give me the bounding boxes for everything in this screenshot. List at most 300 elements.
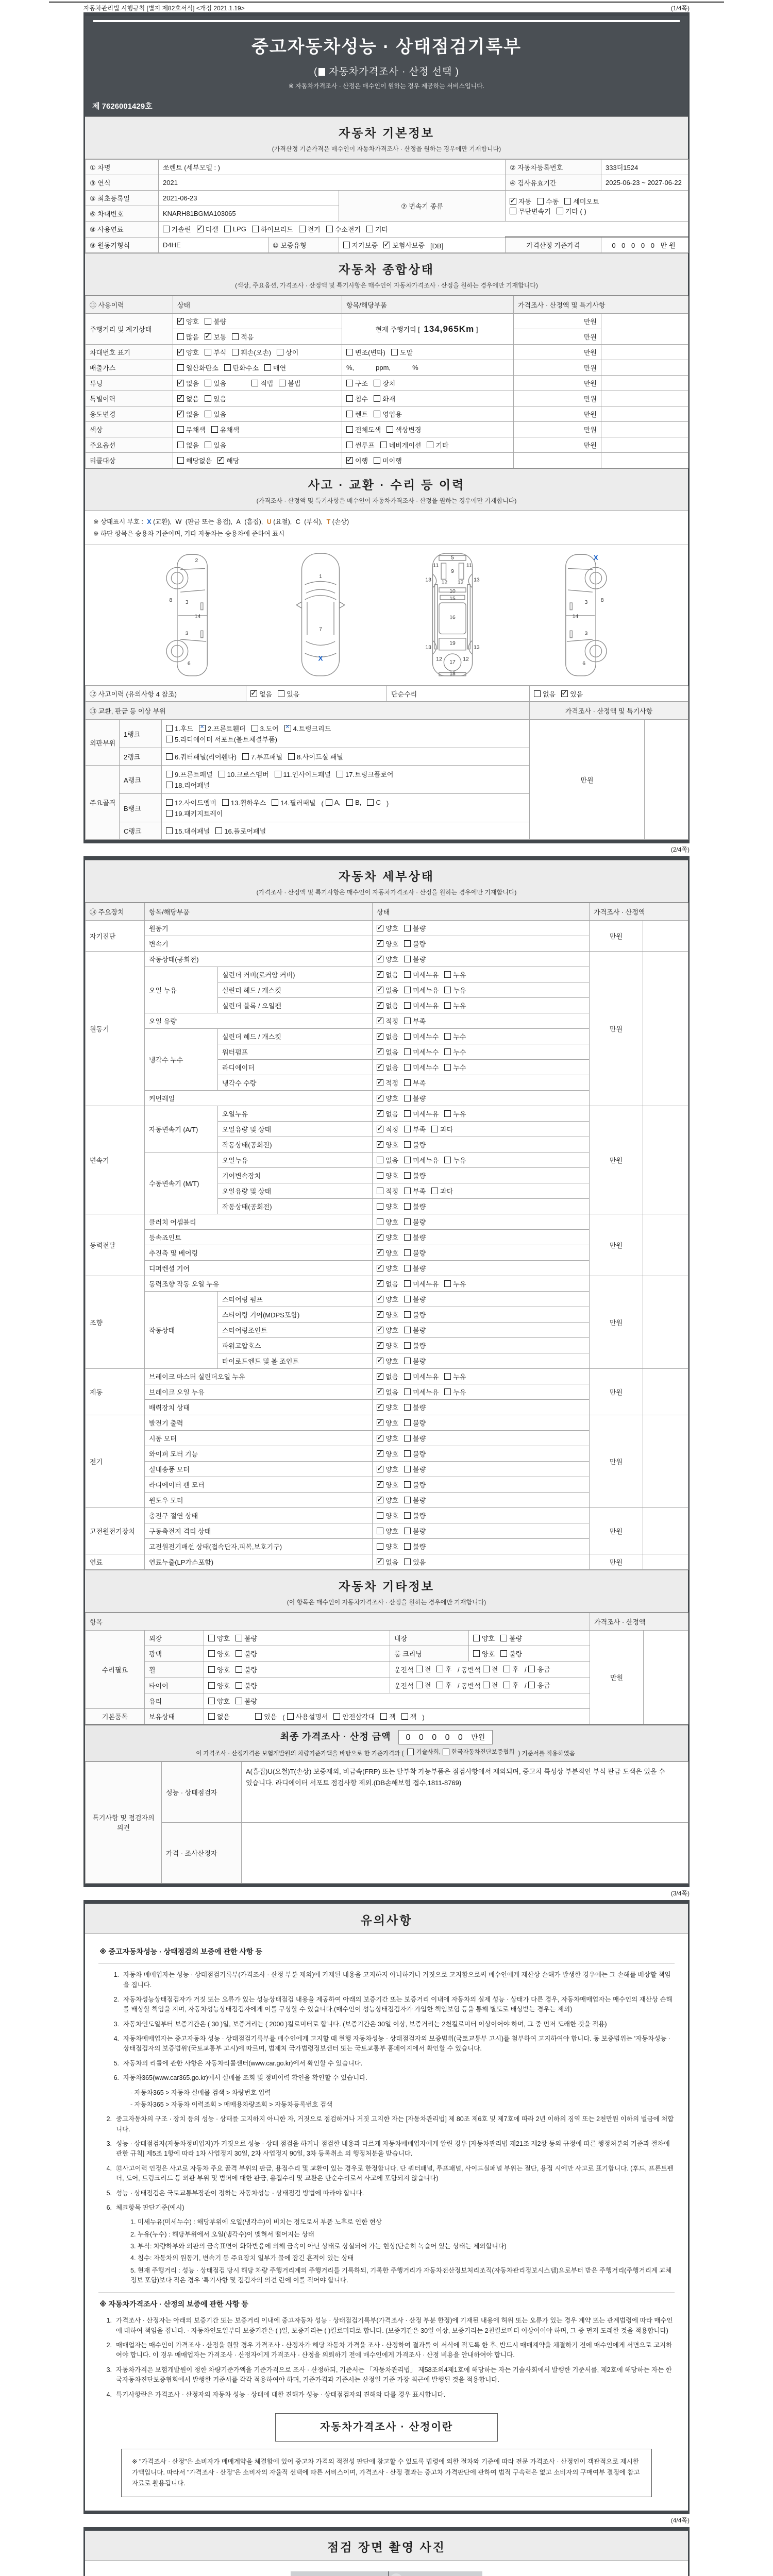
text-fragment: (부식), xyxy=(302,518,325,526)
checkbox-option[interactable] xyxy=(242,752,282,761)
checkbox-option[interactable] xyxy=(528,1664,550,1674)
checkbox-option[interactable] xyxy=(177,409,199,419)
fuel-type-options xyxy=(159,222,688,238)
checkbox-option[interactable] xyxy=(404,1310,426,1319)
checkbox-option[interactable] xyxy=(250,689,272,699)
checkbox-option[interactable] xyxy=(444,1031,466,1041)
checkbox-option[interactable] xyxy=(377,1062,398,1072)
checkbox-option[interactable] xyxy=(205,378,226,388)
checkbox-option[interactable] xyxy=(208,1696,230,1706)
checkbox-option[interactable] xyxy=(377,1155,398,1165)
checkbox-label: 불량 xyxy=(213,318,227,326)
checkbox-option[interactable] xyxy=(377,970,398,979)
checkbox-option[interactable] xyxy=(346,347,385,357)
checkbox-option[interactable] xyxy=(208,1681,230,1690)
checkbox-option[interactable] xyxy=(377,1140,398,1149)
checkbox-label: 가솔린 xyxy=(172,226,191,233)
checkbox-option[interactable] xyxy=(367,799,380,806)
rank-row xyxy=(86,720,688,748)
checkbox-option[interactable] xyxy=(208,1711,230,1721)
checkbox-option[interactable] xyxy=(252,224,293,234)
checkbox-option[interactable] xyxy=(163,224,191,234)
checkbox-option[interactable] xyxy=(377,1248,398,1258)
checkbox-option[interactable] xyxy=(236,1665,257,1674)
checkbox-option[interactable] xyxy=(391,347,413,357)
notice-subitem: - 자동차365 > 자동차 실매물 검색 > 차량번호 입력 xyxy=(130,2089,271,2096)
checkbox-option[interactable] xyxy=(177,425,206,434)
checkbox-option[interactable] xyxy=(404,1047,439,1057)
checkbox-option[interactable] xyxy=(205,332,226,342)
checkbox-option[interactable] xyxy=(374,409,402,419)
checkbox-option[interactable] xyxy=(444,1371,466,1381)
checkbox-option[interactable] xyxy=(208,1665,230,1674)
checkbox-option[interactable] xyxy=(377,1263,398,1273)
checkbox-option[interactable] xyxy=(500,1649,522,1658)
checkbox-option[interactable] xyxy=(377,1232,398,1242)
checkbox-option[interactable] xyxy=(224,225,246,233)
checkbox-option[interactable] xyxy=(377,1387,398,1397)
status-cell xyxy=(173,376,342,391)
checked-checkbox-icon xyxy=(377,1265,383,1272)
checkbox-option[interactable] xyxy=(377,985,398,995)
diagram-part-number: 16 xyxy=(449,615,456,621)
checkbox-label: 6.쿼터패널(리어휀다) xyxy=(175,753,237,761)
checkbox-option[interactable] xyxy=(236,1681,257,1690)
checkbox-option[interactable] xyxy=(404,1341,426,1350)
checkbox-option[interactable] xyxy=(255,1711,277,1721)
checkbox-option[interactable] xyxy=(177,378,199,388)
unchecked-checkbox-icon xyxy=(166,771,173,777)
checkbox-option[interactable] xyxy=(444,970,466,979)
checkbox-option[interactable] xyxy=(346,394,368,403)
unchecked-checkbox-icon xyxy=(404,1249,411,1256)
item-cell xyxy=(342,345,514,360)
checkbox-option[interactable] xyxy=(404,1124,426,1134)
checkbox-option[interactable] xyxy=(346,799,361,806)
checkbox-option[interactable] xyxy=(404,1248,426,1258)
checkbox-option[interactable] xyxy=(404,1093,426,1103)
checkbox-option[interactable] xyxy=(205,409,226,419)
checkbox-label: 유채색 xyxy=(220,426,240,434)
checkbox-option[interactable] xyxy=(377,1495,398,1505)
checkbox-label: A, xyxy=(334,799,341,806)
checkbox-option[interactable] xyxy=(404,1155,439,1165)
checkbox-option[interactable] xyxy=(377,1402,398,1412)
checkbox-option[interactable] xyxy=(404,1263,426,1273)
unchecked-checkbox-icon xyxy=(404,1342,411,1349)
checkbox-option[interactable] xyxy=(561,689,583,699)
checkbox-option[interactable] xyxy=(404,1325,426,1335)
checkbox-option[interactable] xyxy=(346,378,368,388)
checkbox-label: 일산화탄소 xyxy=(186,364,219,372)
checkbox-option[interactable] xyxy=(377,1511,398,1520)
diagram-part-number: 19 xyxy=(449,640,456,647)
checkbox-option[interactable] xyxy=(284,723,331,733)
checkbox-option[interactable] xyxy=(377,1294,398,1304)
checkbox-option[interactable] xyxy=(222,798,266,807)
checkbox-option[interactable] xyxy=(386,425,421,434)
checkbox-option[interactable] xyxy=(404,1402,426,1412)
status-cell xyxy=(373,921,590,936)
checkbox-option[interactable] xyxy=(537,196,559,206)
item-number: 2. xyxy=(113,1995,119,2003)
checkbox-option[interactable] xyxy=(380,440,422,450)
registration-number-label: ② 자동차등록번호 xyxy=(506,160,601,175)
checkbox-label: 양호 xyxy=(385,925,399,933)
checked-checkbox-icon xyxy=(217,457,224,464)
checkbox-option[interactable] xyxy=(377,1310,398,1319)
checkbox-option[interactable] xyxy=(377,1031,398,1041)
checkbox-label: 기술사회, xyxy=(416,1749,441,1755)
checkbox-option[interactable] xyxy=(473,1649,495,1658)
checkbox-option[interactable] xyxy=(199,723,246,733)
checkbox-option[interactable] xyxy=(380,1711,396,1721)
checkbox-option[interactable] xyxy=(564,196,599,206)
checkbox-option[interactable] xyxy=(404,1495,426,1505)
checkbox-label: 미세누유 xyxy=(413,1110,439,1118)
checkbox-option[interactable] xyxy=(377,1371,398,1381)
device-group: 동력전달 xyxy=(86,1214,145,1276)
checkbox-option[interactable] xyxy=(272,798,315,807)
diagram-part-number: 18 xyxy=(449,671,456,677)
notice-item xyxy=(98,2365,675,2385)
checkbox-option[interactable] xyxy=(177,347,199,357)
checkbox-option[interactable] xyxy=(431,1186,453,1196)
checkbox-option[interactable] xyxy=(205,394,226,403)
checkbox-option[interactable] xyxy=(404,1109,439,1118)
checkbox-option[interactable] xyxy=(444,1001,466,1010)
checkbox-option[interactable] xyxy=(444,1109,466,1118)
checkbox-option[interactable] xyxy=(436,1664,452,1674)
checkbox-option[interactable] xyxy=(197,224,219,234)
checkbox-option[interactable] xyxy=(377,1279,398,1289)
checkbox-option[interactable] xyxy=(337,769,393,779)
checkbox-option[interactable] xyxy=(377,1557,398,1567)
checkbox-option[interactable] xyxy=(377,1325,398,1335)
checkbox-option[interactable] xyxy=(404,970,439,979)
checked-checkbox-icon xyxy=(377,1126,383,1132)
checkbox-option[interactable] xyxy=(208,1633,230,1643)
checkbox-option[interactable] xyxy=(166,752,237,761)
checkbox-option[interactable] xyxy=(404,1001,439,1010)
checkbox-option[interactable] xyxy=(377,923,398,933)
price-cell: 만원 xyxy=(590,1631,644,1724)
checkbox-label: 없음 xyxy=(385,1558,399,1566)
checkbox-option[interactable] xyxy=(278,689,299,699)
checkbox-label: 불량 xyxy=(413,1327,426,1334)
unchecked-checkbox-icon xyxy=(404,1203,411,1210)
unchecked-checkbox-icon xyxy=(404,1110,411,1117)
checkbox-option[interactable] xyxy=(166,734,277,744)
checkbox-option[interactable] xyxy=(404,1526,426,1536)
checkbox-option[interactable] xyxy=(404,1541,426,1551)
checkbox-option[interactable] xyxy=(404,1171,426,1180)
checkbox-option[interactable] xyxy=(503,1664,519,1674)
checkbox-option[interactable] xyxy=(473,1633,495,1643)
checkbox-option[interactable] xyxy=(287,1711,328,1721)
checkbox-option[interactable] xyxy=(483,1664,498,1674)
checkbox-option[interactable] xyxy=(377,1217,398,1227)
checkbox-option[interactable] xyxy=(215,826,266,836)
checkbox-option[interactable] xyxy=(205,440,226,450)
checkbox-label: 누유 xyxy=(453,1373,466,1381)
checkbox-option[interactable] xyxy=(374,378,395,388)
checkbox-option[interactable] xyxy=(377,1124,398,1134)
checkbox-label: 없음 xyxy=(385,971,399,979)
checkbox-option[interactable] xyxy=(404,1294,426,1304)
checkbox-option[interactable] xyxy=(236,1633,257,1643)
status-cell xyxy=(373,1462,590,1477)
checkbox-option[interactable] xyxy=(436,1680,452,1690)
checkbox-label: 누유 xyxy=(453,987,466,994)
checkbox-option[interactable] xyxy=(232,347,271,357)
checkbox-label: 불량 xyxy=(413,1528,426,1535)
rank-item-line xyxy=(166,780,525,790)
checkbox-option[interactable] xyxy=(404,1217,426,1227)
checkbox-option[interactable] xyxy=(251,723,279,733)
checkbox-option[interactable] xyxy=(377,1480,398,1489)
diagram-x-mark: X xyxy=(318,654,323,663)
checkbox-option[interactable] xyxy=(326,224,361,234)
checkbox-option[interactable] xyxy=(377,1201,398,1211)
checkbox-option[interactable] xyxy=(404,1511,426,1520)
checkbox-option[interactable] xyxy=(416,1680,431,1690)
checkbox-option[interactable] xyxy=(377,1047,398,1057)
checkbox-option[interactable] xyxy=(166,808,223,818)
checkbox-option[interactable] xyxy=(277,347,298,357)
checkbox-option[interactable] xyxy=(343,240,378,250)
checkbox-label: 미세누수 xyxy=(413,1064,439,1072)
checkbox-option[interactable] xyxy=(404,1433,426,1443)
checkbox-option[interactable] xyxy=(326,799,341,806)
checkbox-option[interactable] xyxy=(236,1649,257,1658)
item-text: 자동차성능상태점검자가 거짓 또는 오류가 있는 성능상태점검 내용을 제공하여 아래의 보증기간 또는 보증거리 이내에 자동차의 실제 성능 · 상태가 다른 경우, 자동차매매업자는 매수인의 재산상 손해를 배상할 책임을 지며, 자동차성능상태점검자에게 이를 구상할 수 있습니다.(매수인이 성능상태점검자가 가입한 책임보험 등을 통해 별도로 배상받는 경우는 제외) xyxy=(123,1995,673,2013)
checkbox-option[interactable] xyxy=(404,1356,426,1366)
checked-checkbox-icon xyxy=(377,1064,383,1071)
checkbox-option[interactable] xyxy=(377,1341,398,1350)
checkbox-label: 없음 xyxy=(385,1280,399,1288)
checkbox-option[interactable] xyxy=(374,394,395,403)
checkbox-option[interactable] xyxy=(346,455,368,465)
item-name: 실린더 헤드 / 개스킷 xyxy=(218,982,373,998)
item-text: 가격조사 · 산정자는 아래의 보증기간 또는 보증거리 이내에 중고자동차 성능 · 상태점검기록부(가격조사 · 산정 부분 한정)에 기재된 내용에 허위 또는 오류가 있는 경우 계약 또는 관계법령에 따라 매수인에 대하여 책임을 집니다. · 자동차인도일부터 보증기간은 ( )일, 보증거리는 ( )킬로미터로 합니다. (보증기간은 30일 이상, 보증거리는 2천킬로미터 이상이어야 하며, 그 중 먼저 도래한 것을 적용합니다) xyxy=(116,2317,673,2334)
checkbox-option[interactable] xyxy=(444,1062,466,1072)
checkbox-option[interactable] xyxy=(346,425,381,434)
filled-checkbox-icon[interactable] xyxy=(318,68,325,76)
checkbox-option[interactable] xyxy=(377,1001,398,1010)
checkbox-option[interactable] xyxy=(374,455,402,465)
rank-label: 2랭크 xyxy=(120,748,162,766)
checkbox-option[interactable] xyxy=(404,1031,439,1041)
checkbox-option[interactable] xyxy=(208,1649,230,1658)
checkbox-option[interactable] xyxy=(377,1449,398,1459)
checkbox-option[interactable] xyxy=(377,1186,398,1196)
checkbox-option[interactable] xyxy=(377,954,398,964)
checkbox-option[interactable] xyxy=(444,1155,466,1165)
checkbox-option[interactable] xyxy=(166,826,210,836)
checkbox-label: 불량 xyxy=(413,1095,426,1103)
checked-checkbox-icon xyxy=(377,1342,383,1349)
checkbox-option[interactable] xyxy=(279,378,300,388)
overall-condition-title: 자동차 종합상태 xyxy=(339,263,434,276)
checkbox-option[interactable] xyxy=(404,1464,426,1474)
unchecked-checkbox-icon xyxy=(177,333,184,340)
checkbox-option[interactable] xyxy=(377,1356,398,1366)
checkbox-label: 한국자동차진단보증협회 xyxy=(451,1749,515,1755)
checkbox-option[interactable] xyxy=(275,769,331,779)
checkbox-option[interactable] xyxy=(377,939,398,948)
checked-checkbox-icon xyxy=(377,940,383,947)
checkbox-option[interactable] xyxy=(299,224,321,234)
status-cell xyxy=(373,1539,590,1554)
checkbox-option[interactable] xyxy=(510,196,531,206)
text-fragment: (교환), xyxy=(151,518,174,526)
checkbox-option[interactable] xyxy=(264,363,286,372)
unchecked-checkbox-icon xyxy=(380,442,387,448)
checkbox-option[interactable] xyxy=(166,769,213,779)
unchecked-checkbox-icon xyxy=(444,1110,451,1117)
unchecked-checkbox-icon xyxy=(251,380,258,386)
checkbox-option[interactable] xyxy=(377,1078,398,1088)
checkbox-option[interactable] xyxy=(211,425,240,434)
checkbox-option[interactable] xyxy=(404,1418,426,1428)
checkbox-option[interactable] xyxy=(404,954,426,964)
checkbox-option[interactable] xyxy=(407,1748,441,1756)
checkbox-option[interactable] xyxy=(205,347,226,357)
checkbox-option[interactable] xyxy=(251,378,273,388)
checkbox-option[interactable] xyxy=(443,1748,514,1756)
item-text: 성능 · 상태점검자(자동차정비업자)가 거짓으로 성능 · 상태 점검을 하거나 점검한 내용과 다르게 자동차매매업자에게 알린 경우 [자동차관리법 제21조 제2항 등의 규정에 따른 행정처분의 기준과 절차에 관한 규칙] 제5조 1항에 따라 1차 사업정지 30일, 2차 사업정지 90일, 3차 등록취소 의 행정처분을 받습니다. xyxy=(116,2140,670,2158)
checkbox-option[interactable] xyxy=(557,206,586,216)
unchecked-checkbox-icon xyxy=(416,1682,423,1688)
checkbox-label: 렌트 xyxy=(355,411,368,418)
checkbox-option[interactable] xyxy=(444,1387,466,1397)
checkbox-option[interactable] xyxy=(404,1557,426,1567)
checkbox-option[interactable] xyxy=(444,1279,466,1289)
checkbox-option[interactable] xyxy=(366,224,388,234)
overall-condition-subtitle: (색상, 주요옵션, 가격조사 · 산정액 및 특기사항은 매수인이 자동차가격조사 · 산정을 원하는 경우에만 기재합니다) xyxy=(235,282,538,289)
checkbox-option[interactable] xyxy=(166,798,216,807)
page-marker-4: (4/4쪽) xyxy=(670,2516,690,2524)
checkbox-option[interactable] xyxy=(404,1186,426,1196)
checkbox-option[interactable] xyxy=(401,1711,417,1721)
checkbox-option[interactable] xyxy=(404,1449,426,1459)
checkbox-option[interactable] xyxy=(177,332,199,342)
status-cell xyxy=(373,1292,590,1307)
checkbox-option[interactable] xyxy=(404,1062,439,1072)
price-cell: 만원 xyxy=(590,1369,643,1415)
checkbox-option[interactable] xyxy=(377,1109,398,1118)
checkbox-option[interactable] xyxy=(404,1480,426,1489)
checkbox-option[interactable] xyxy=(377,1541,398,1551)
checkbox-option[interactable] xyxy=(427,440,448,450)
base-price-value: 0 0 0 0 0 만원 xyxy=(601,237,688,253)
checkbox-option[interactable] xyxy=(232,332,254,342)
checkbox-option[interactable] xyxy=(377,1526,398,1536)
checkbox-option[interactable] xyxy=(404,1371,439,1381)
checkbox-option[interactable] xyxy=(528,1680,550,1690)
checkbox-option[interactable] xyxy=(404,1201,426,1211)
checkbox-option[interactable] xyxy=(510,206,551,216)
checkbox-option[interactable] xyxy=(377,1016,398,1026)
checked-checkbox-icon xyxy=(177,380,184,386)
checkbox-option[interactable] xyxy=(416,1664,431,1674)
checkbox-option[interactable] xyxy=(404,1232,426,1242)
checkbox-label: 양호 xyxy=(385,1311,399,1319)
checkbox-option[interactable] xyxy=(404,1016,426,1026)
panel-header-left: ⑬ 교환, 판금 등 이상 부위 xyxy=(86,702,530,720)
checkbox-option[interactable] xyxy=(404,985,439,995)
checkbox-option[interactable] xyxy=(377,1093,398,1103)
checkbox-option[interactable] xyxy=(483,1680,498,1690)
checkbox-option[interactable] xyxy=(500,1633,522,1643)
checkbox-label: 4.트렁크리드 xyxy=(293,725,331,733)
checkbox-option[interactable] xyxy=(333,1711,375,1721)
text-fragment: % xyxy=(412,364,418,371)
checkbox-option[interactable] xyxy=(383,240,425,250)
unchecked-checkbox-icon xyxy=(564,198,571,205)
checkbox-option[interactable] xyxy=(346,409,368,419)
checkbox-option[interactable] xyxy=(404,1140,426,1149)
checkbox-option[interactable] xyxy=(166,780,210,790)
checkbox-option[interactable] xyxy=(404,923,426,933)
checkbox-label: 부족 xyxy=(413,1188,426,1195)
checkbox-option[interactable] xyxy=(236,1696,257,1706)
checkbox-option[interactable] xyxy=(177,455,212,465)
checkbox-option[interactable] xyxy=(444,985,466,995)
checkbox-option[interactable] xyxy=(377,1418,398,1428)
device-group: 연료 xyxy=(86,1554,145,1570)
checkbox-label: 썬루프 xyxy=(355,442,375,449)
checkbox-option[interactable] xyxy=(177,363,219,372)
checkbox-option[interactable] xyxy=(177,394,199,403)
checkbox-option[interactable] xyxy=(377,1171,398,1180)
diagram-part-number: 13 xyxy=(425,577,432,583)
checkbox-option[interactable] xyxy=(288,752,343,761)
status-cell xyxy=(373,1369,590,1384)
price-note-cell xyxy=(601,360,688,376)
unchecked-checkbox-icon xyxy=(377,1218,383,1225)
checkbox-option[interactable] xyxy=(224,363,259,372)
checkbox-option[interactable] xyxy=(177,316,199,326)
unchecked-checkbox-icon xyxy=(404,1311,411,1318)
checkbox-option[interactable] xyxy=(219,769,269,779)
checkbox-option[interactable] xyxy=(377,1464,398,1474)
checkbox-option[interactable] xyxy=(404,1387,439,1397)
checkbox-option[interactable] xyxy=(431,1124,453,1134)
unchecked-checkbox-icon xyxy=(404,1481,411,1488)
checkbox-option[interactable] xyxy=(166,723,193,733)
checkbox-label: 하이브리드 xyxy=(260,226,293,233)
checkbox-option[interactable] xyxy=(404,939,426,948)
notice-items-1b xyxy=(98,2114,675,2285)
checkbox-option[interactable] xyxy=(503,1680,519,1690)
item-cell xyxy=(342,360,514,376)
checkbox-option[interactable] xyxy=(404,1279,439,1289)
checkbox-option[interactable] xyxy=(177,440,199,450)
panel-group: 주요골격 xyxy=(86,766,120,840)
checked-checkbox-icon xyxy=(177,411,184,417)
checkbox-option[interactable] xyxy=(217,455,239,465)
checkbox-option[interactable] xyxy=(377,1433,398,1443)
item-name: 등속죠인트 xyxy=(145,1230,373,1245)
checkbox-option[interactable] xyxy=(404,1078,426,1088)
checkbox-option[interactable] xyxy=(444,1047,466,1057)
checkbox-option[interactable] xyxy=(205,316,226,326)
checkbox-option[interactable] xyxy=(346,440,375,450)
checkbox-option[interactable] xyxy=(534,689,556,699)
checkbox-label: 이행 xyxy=(355,457,368,465)
